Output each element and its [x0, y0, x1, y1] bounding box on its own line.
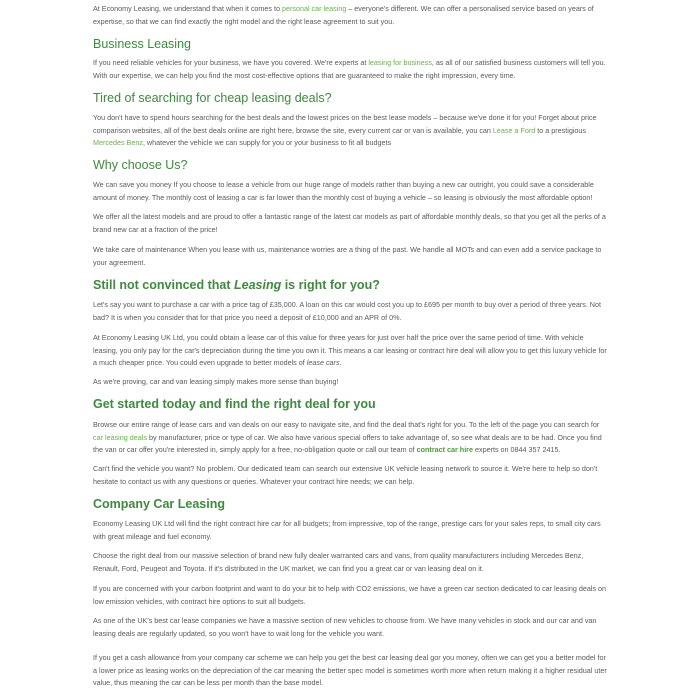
- convinced-paragraph-3: As we're proving, car and van leasing simply makes more sense than buying!: [93, 377, 339, 386]
- tired-text-mid: to a prestigious: [535, 125, 587, 135]
- why-paragraph-3: We take care of maintenance When you lease with us, maintenance worries are a thing of the past. We handle all MOTs and can even add a service package to your agreement.: [93, 245, 602, 267]
- still-not-convinced-heading: [93, 277, 607, 293]
- heading-text: Still not convinced that: [93, 278, 234, 292]
- intro-paragraph: [93, 3, 607, 28]
- business-text: If you need reliable vehicles for your business, we have you covered. We're experts at: [93, 58, 369, 67]
- leasing-for-business-link[interactable]: leasing for business: [368, 58, 432, 67]
- started-paragraph-1: [93, 419, 607, 457]
- why-paragraph-1: We can save you money If you choose to lease a vehicle from our huge range of models rather than buying a new car outright, you could save a considerable amount of money. The monthly cost of leasing a car is far lower than the monthly cost of buying a vehicle – so leasing is obviously the most affordable option!: [93, 180, 594, 202]
- business-leasing-heading: Business Leasing: [93, 37, 191, 51]
- car-leasing-deals-link[interactable]: car leasing deals: [93, 432, 147, 442]
- tired-heading: Tired of searching for cheap leasing deals?: [93, 91, 332, 105]
- convinced-text-end: .: [339, 358, 342, 367]
- get-started-heading: Get started today and find the right deal for you: [93, 397, 376, 411]
- tired-paragraph: [93, 112, 607, 150]
- lease-cars-emphasis: lease cars: [306, 358, 340, 367]
- started-paragraph-2: Can't find the vehicle you want? No problem. Our dedicated team can search our extensive UK vehicle leasing network to source it. We're here to help so don't hesitate to contact us with any questions or queries. Whatever your contract hire needs; we can help.: [93, 464, 598, 486]
- company-paragraph-4: As one of the UK's best car lease companies we have a massive section of new vehicles to choose from. We have many vehicles in stock and our car and van leasing deals are regularly updated, so you won't have to wait long for the vehicle you want.: [93, 616, 597, 638]
- company-paragraph-3: If you are concerned with your carbon footprint and want to do your bit to help with CO2 emissions, we have a green car section dedicated to car leasing deals on low emission vehicles, with contract hire options to suit all budgets.: [93, 584, 607, 606]
- business-text-end: , as all of our satisfied business customers will tell you. With our expertise, we can help you find the most cost-effective options that are guaranteed to make the right impression, every time.: [93, 58, 606, 80]
- business-paragraph: [93, 57, 607, 82]
- convinced-text: At Economy Leasing UK Ltd, you could obtain a lease car of this value for three years for just over half the price over the same period of time. With vehicle leasing, you only pay for the car's depreciation during the time you own it. This means a car leasing or contract hire deal will allow you to get this luxury vehicle for a much cheaper price. You could even upgrade to better models of: [93, 333, 607, 367]
- intro-text-end: – everyone's different. We can offer a personalised service based on years of expertise, so that we can find exactly the right model and the right lease agreement to suit you.: [93, 4, 594, 26]
- company-paragraph-2: Choose the right deal from our massive selection of brand new fully dealer warranted cars and vans, from quality manufacturers including Mercedes Benz, Renault, Ford, Peugeot and Toyota. If it's distributed in the UK market, we can find you a great car or van leasing deal on it.: [93, 551, 584, 573]
- started-text-mid: by manufacturer, price or type of car. We also have various special offers to take advantage of, so see what deals are to be had. Once you find the van or car offer you're interested in, simply apply for a free, no-obligation quote or call our team of: [93, 432, 602, 454]
- heading-emphasis: Leasing: [233, 278, 282, 292]
- started-text-end: experts on 0844 357 2415.: [472, 445, 561, 454]
- why-choose-us-heading: Why choose Us?: [93, 158, 188, 172]
- personal-car-leasing-link[interactable]: personal car leasing: [281, 4, 347, 13]
- mercedes-benz-link[interactable]: Mercedes Benz: [93, 138, 143, 147]
- company-car-leasing-heading: Company Car Leasing: [93, 497, 225, 511]
- company-paragraph-5: If you get a cash allowance from your company car scheme we can help you get the best car leasing deal gor you money, often we can get you a better model for a lower price as leasing works on the depreciation of the car meaning the better spec model is sometimes worth more when return making it a higher residual uter value, thus meaning the car can be less per month than the base model.: [93, 653, 607, 687]
- convinced-paragraph-2: [93, 332, 607, 370]
- tired-text-end: , whatever the vehicle we can supply for you or your business to fit all budgets: [142, 138, 392, 147]
- contract-car-hire-link[interactable]: contract car hire: [416, 445, 473, 454]
- company-paragraph-1: Economy Leasing UK Ltd will find the right contract hire car for all budgets; from impressive, top of the range, prestige cars for your sales reps, to small city cars with great mileage and fuel economy.: [93, 519, 601, 541]
- started-text: Browse our entire range of lease cars and van deals on our easy to navigate site, and find the deal that's right for you. To the left of the page you can search for: [93, 420, 600, 429]
- convinced-paragraph-1: Let's say you want to purchase a car with a price tag of £35,000. A loan on this car would cost you up to £695 per month to buy over a period of three years. Not bad? It is when you consider that for that price you need a deposit of £10,000 and an APR of 0%.: [93, 300, 601, 322]
- tired-text: You don't have to spend hours searching for the best deals and the lowest prices on the best lease models – because we've done it for you! Forget about price comparison websites, all of the best deals online are right here, browse the site, every current car or van is available, you can: [93, 113, 597, 135]
- lease-a-ford-link[interactable]: Lease a Ford: [492, 125, 536, 135]
- why-paragraph-2: We offer all the latest models and are proud to offer a fantastic range of the latest car models as part of affordable monthly deals, so that you get all the perks of a brand new car at a fraction of the price!: [93, 212, 606, 234]
- heading-text-end: is right for you?: [281, 278, 380, 292]
- intro-text: At Economy Leasing, we understand that when it comes to: [93, 4, 282, 13]
